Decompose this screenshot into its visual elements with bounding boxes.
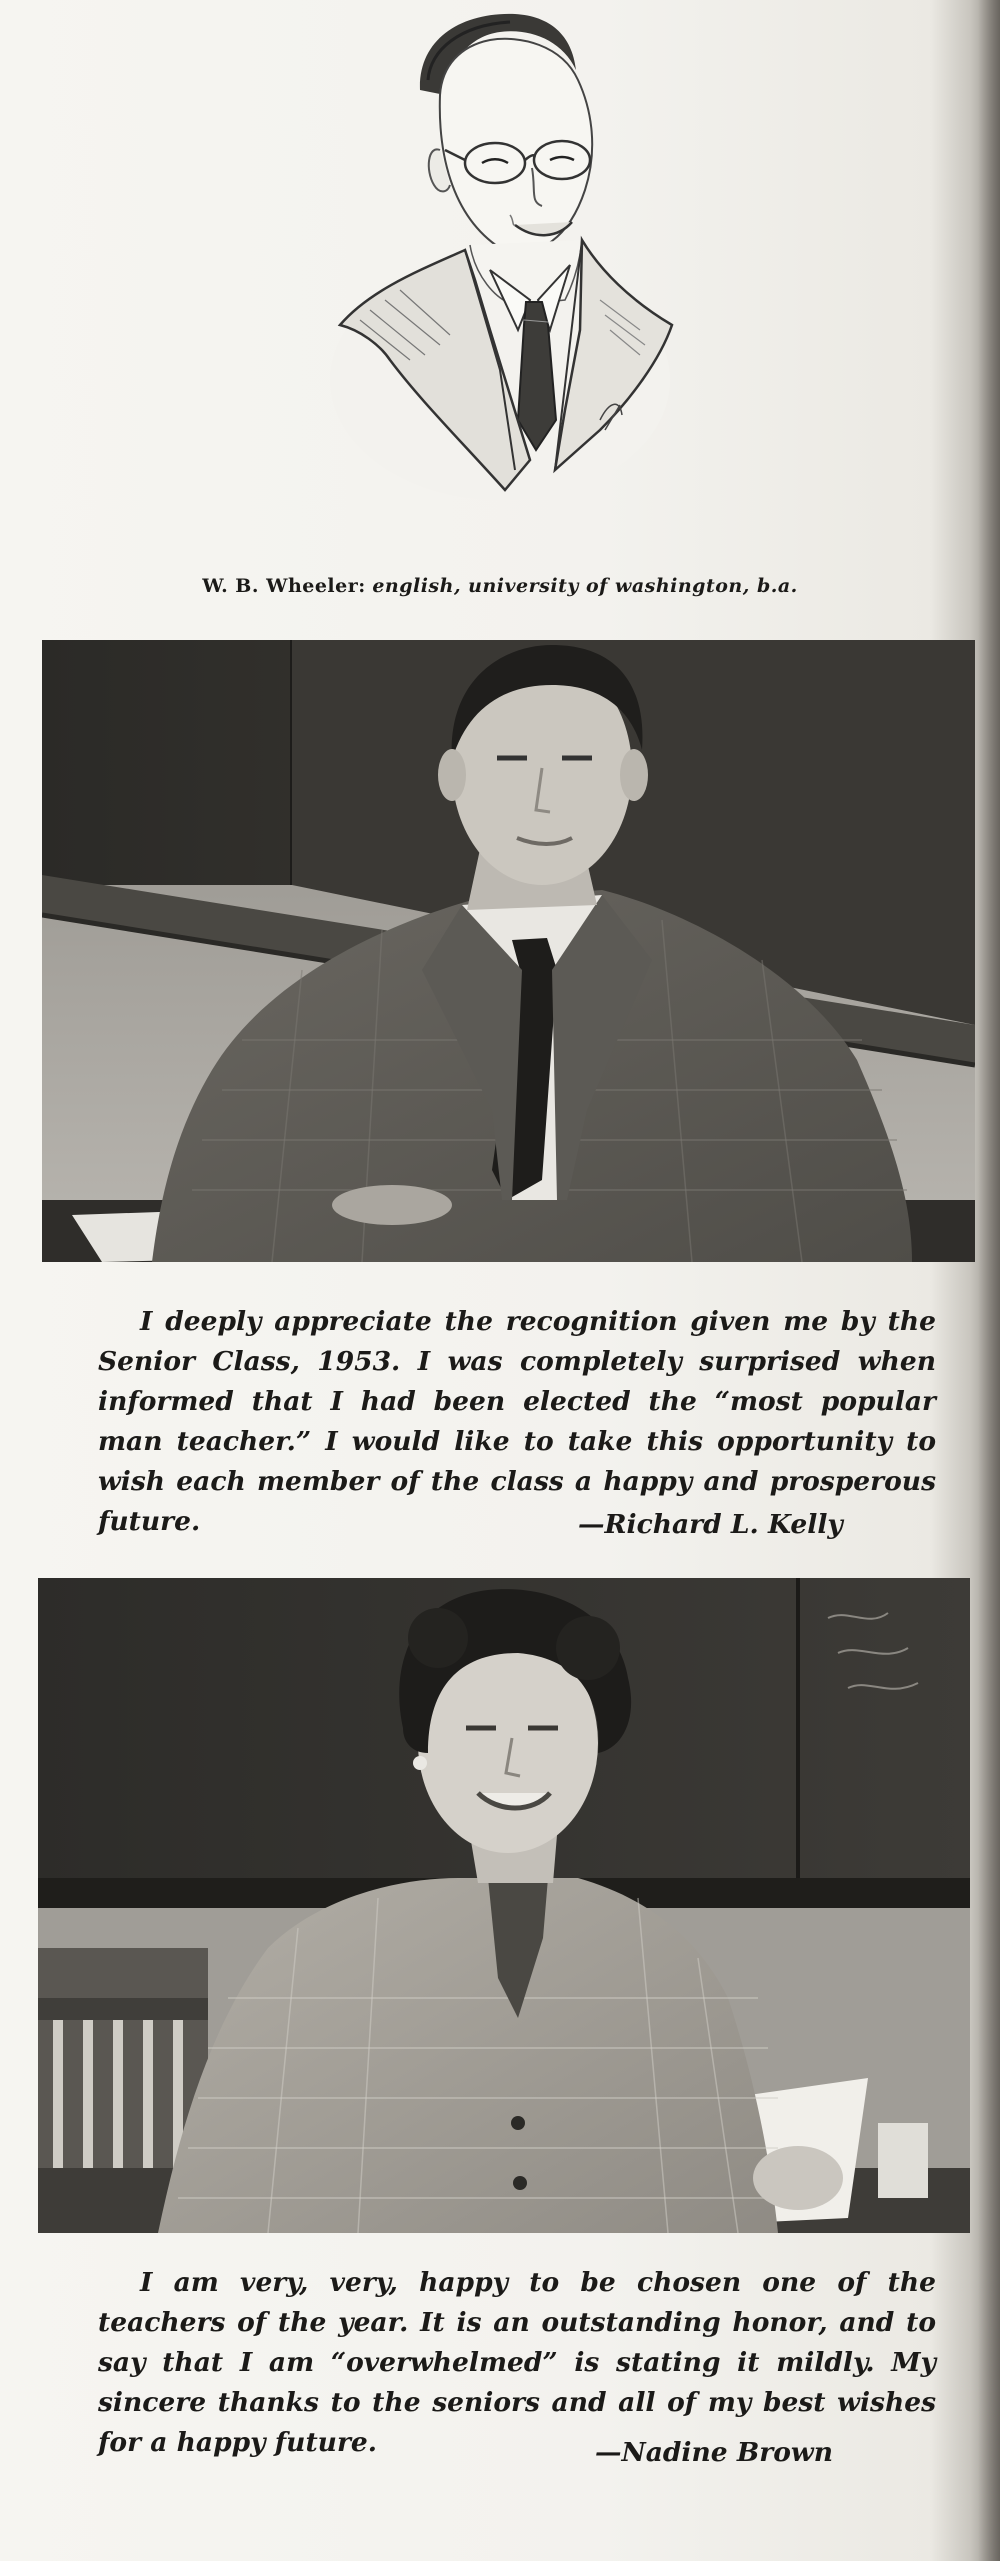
quote-nadine-brown — [98, 2263, 936, 2463]
page-edge-shadow — [978, 0, 1000, 2561]
photo-illustration-kelly — [42, 640, 975, 1262]
quote-text: I am very, very, happy to be chosen one of the teachers of the year. It is an outstanding honor, and to say that I am “overwhelmed” is stating it mildly. My sincere thanks to the seniors and all of my best wishes for a happy future. — [98, 2267, 936, 2458]
photo-richard-kelly — [42, 640, 975, 1262]
quote-richard-kelly — [98, 1302, 936, 1542]
caption-description: english, university of washington, b.a. — [372, 575, 798, 597]
sketch-caption — [0, 575, 1000, 597]
signature-richard-kelly: —Richard L. Kelly — [578, 1509, 843, 1540]
sketch-illustration — [300, 0, 680, 510]
photo-illustration-brown — [38, 1578, 970, 2233]
signature-nadine-brown: —Nadine Brown — [595, 2437, 833, 2468]
caption-name: W. B. Wheeler: — [202, 575, 366, 597]
quote-text: I deeply appreciate the recognition given me by the Senior Class, 1953. I was completely surprised when informed that I had been elected the “most popular man teacher.” I would like to take this opportunity to wish each member of the class a happy and prosperous future. — [98, 1306, 936, 1537]
sketch-portrait — [300, 0, 680, 510]
photo-nadine-brown — [38, 1578, 970, 2233]
